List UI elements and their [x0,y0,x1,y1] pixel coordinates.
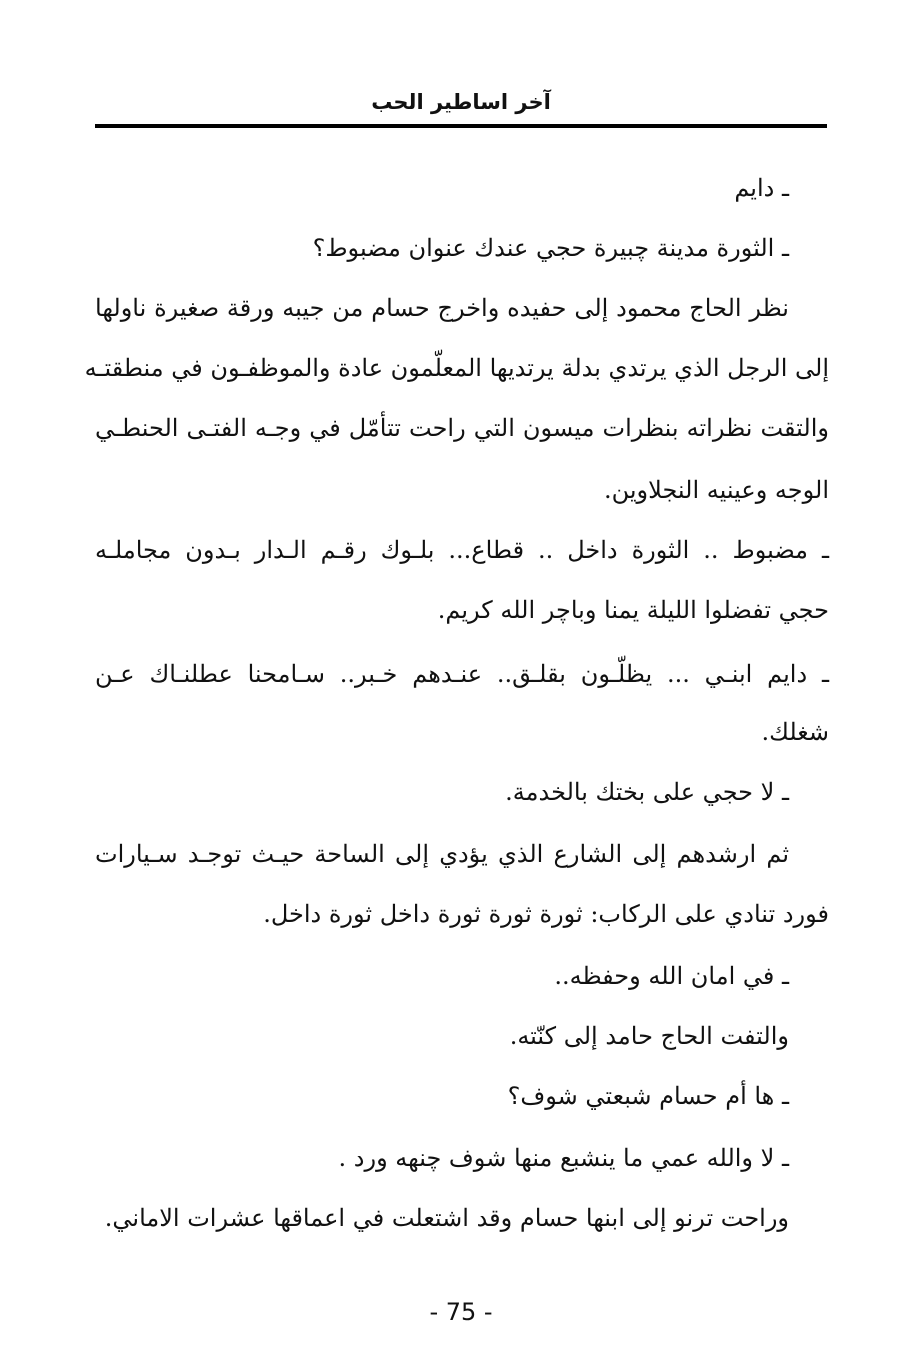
text-line-10: شغلك. [761,718,829,746]
text-line-15: والتفت الحاج حامد إلى كنّته. [509,1022,789,1050]
text-line-6: الوجه وعينيه النجلاوين. [603,476,829,504]
text-line-4: إلى الرجل الذي يرتدي بدلة يرتديها المعلّمون عادة والموظفـون في منطقتـه [84,354,829,382]
text-line-17: ـ لا والله عمي ما ينشبع منها شوف چنهه ورد . [338,1144,789,1172]
text-line-13: فورد تنادي على الركاب: ثورة ثورة ثورة داخل ثورة داخل. [263,900,829,928]
text-line-18: وراحت ترنو إلى ابنها حسام وقد اشتعلت في اعماقها عشرات الاماني. [104,1204,789,1232]
text-line-12: ثم ارشدهم إلى الشارع الذي يؤدي إلى الساحة حيـث توجـد سـيارات [95,840,789,868]
page-number: - 75 - [429,1298,493,1326]
text-line-9: ـ دايم ابنـي ... يظلّـون بقلـق.. عنـدهم خـبر.. سـامحنا عطلنـاك عـن [95,660,829,688]
text-line-3: نظر الحاج محمود إلى حفيده واخرج حسام من جيبه ورقة صغيرة ناولها [95,294,789,322]
text-line-16: ـ ها أم حسام شبعتي شوف؟ [507,1082,789,1110]
text-line-5: والتقت نظراته بنظرات ميسون التي راحت تتأمّل في وجـه الفتـى الحنطـي [95,414,829,442]
text-line-14: ـ في امان الله وحفظه.. [554,962,789,990]
text-line-8: حجي تفضلوا الليلة يمنا وباچر الله كريم. [437,596,829,624]
running-header-title: آخر اساطير الحب [371,90,551,114]
text-line-1: ـ دايم [734,174,789,202]
text-line-11: ـ لا حجي على بختك بالخدمة. [505,778,789,806]
text-line-2: ـ الثورة مدينة چبيرة حجي عندك عنوان مضبوط؟ [312,234,789,262]
text-line-7: ـ مضبوط .. الثورة داخل .. قطاع... بلـوك رقـم الـدار بـدون مجاملـه [95,536,829,564]
header-rule [95,124,827,128]
